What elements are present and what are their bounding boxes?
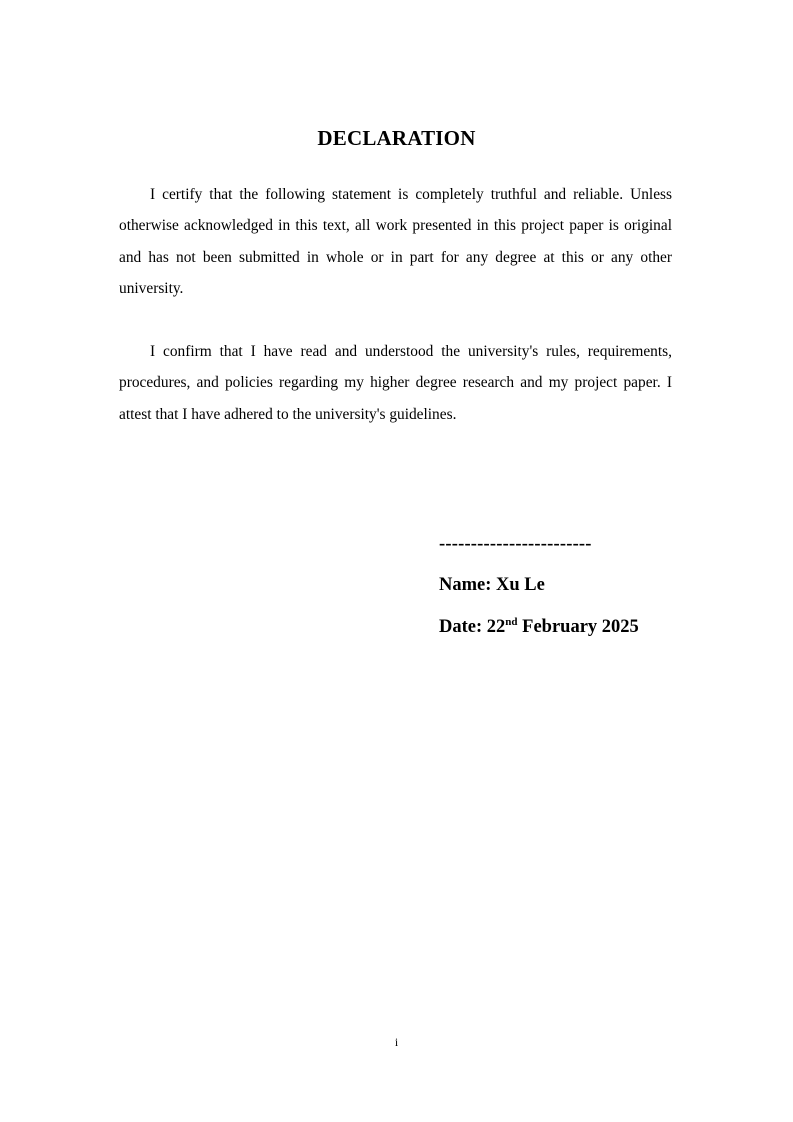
signature-line: ------------------------ <box>439 534 592 554</box>
signature-block <box>439 530 759 641</box>
date-label: Date: <box>439 617 483 637</box>
name-label: Name: <box>439 575 492 595</box>
page-number: i <box>394 1035 399 1049</box>
signer-name <box>439 571 759 599</box>
declaration-paragraph-2: I confirm that I have read and understood the university's rules, requirements, procedures, and policies regarding my higher degree research and my project paper. I attest that I have adhered to the university's guidelines. <box>119 343 672 423</box>
declaration-paragraph-1: I certify that the following statement is completely truthful and reliable. Unless otherwise acknowledged in this text, all work presented in this project paper is original and has not been submitted in whole or in part for any degree at this or any other university. <box>119 186 672 297</box>
date-month-year: February 2025 <box>522 617 639 637</box>
name-value: Xu Le <box>496 575 545 595</box>
page-title: DECLARATION <box>317 126 476 150</box>
signing-date <box>439 613 759 641</box>
date-ordinal-suffix: nd <box>505 616 518 628</box>
date-day: 22 <box>486 617 506 637</box>
